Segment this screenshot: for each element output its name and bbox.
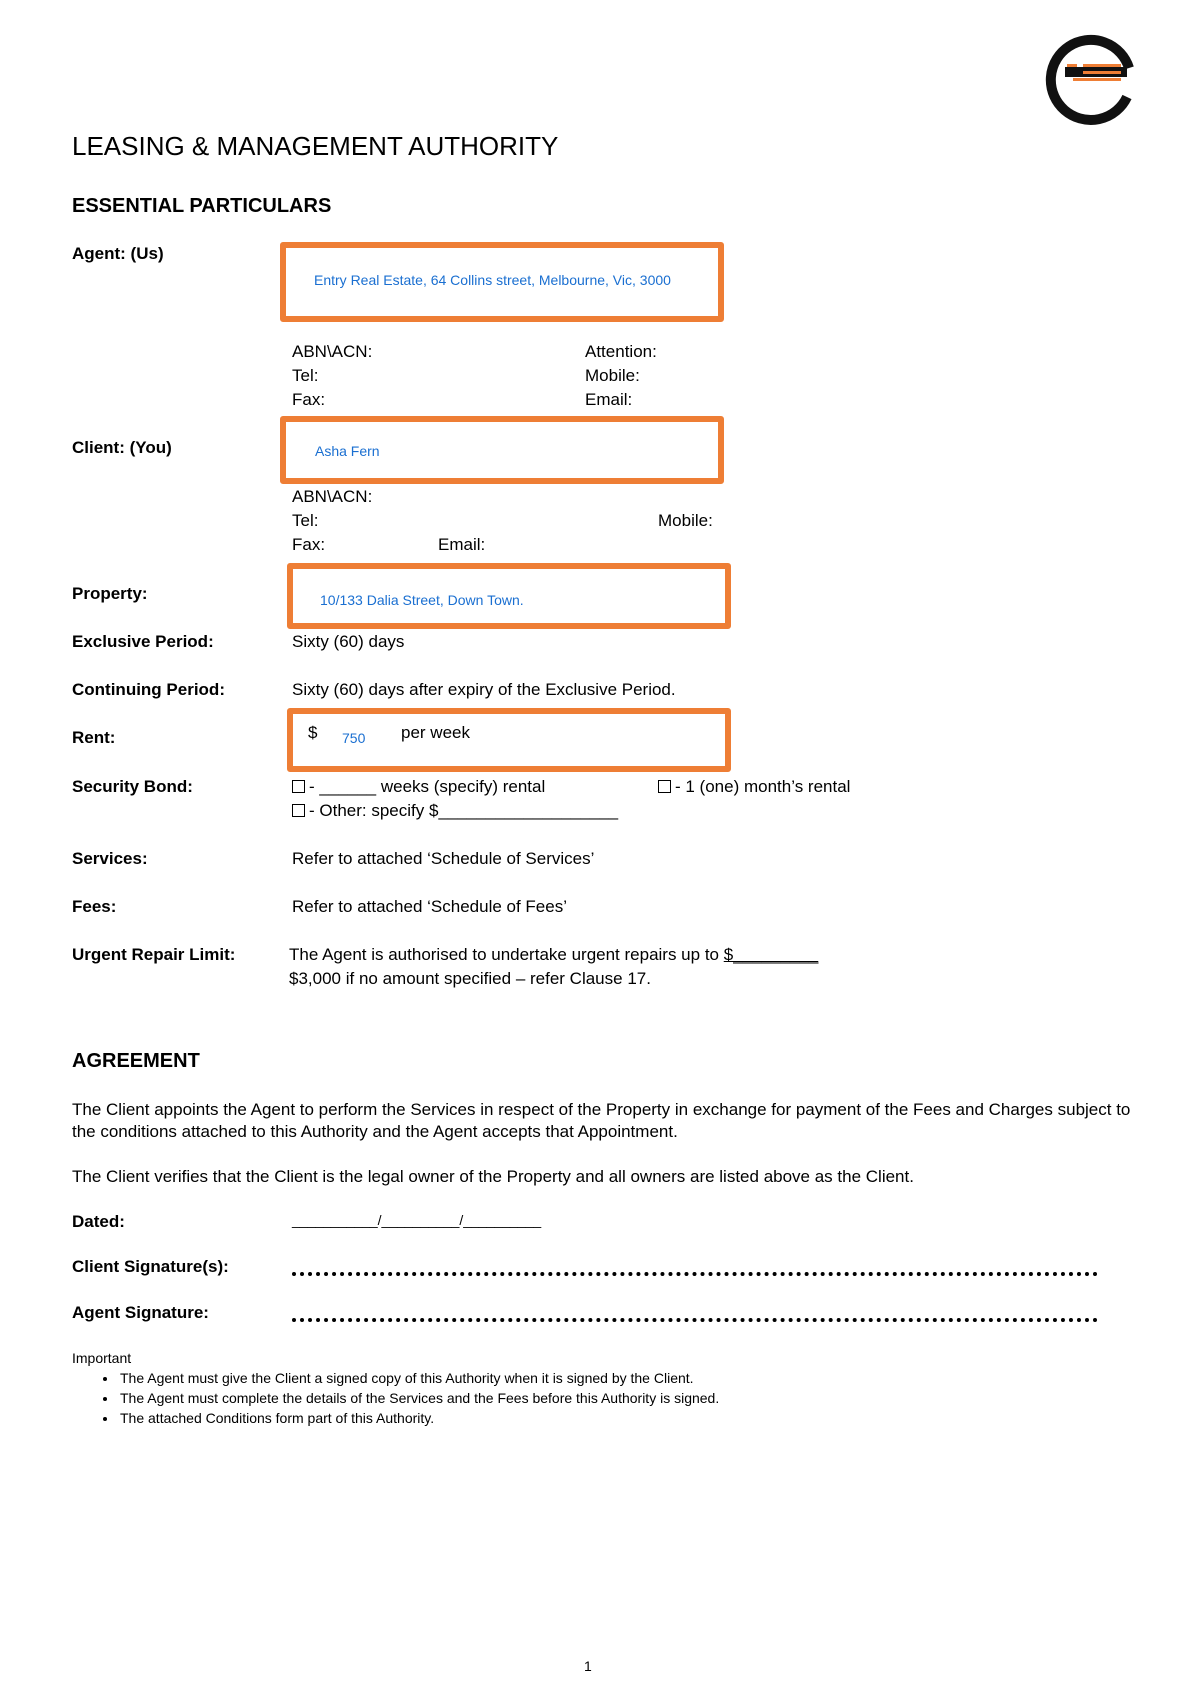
continuing-label: Continuing Period: (72, 680, 225, 699)
page-title: LEASING & MANAGEMENT AUTHORITY (72, 131, 559, 161)
repair-label: Urgent Repair Limit: (72, 945, 236, 964)
checkbox-icon[interactable] (292, 780, 305, 793)
agent-value[interactable]: Entry Real Estate, 64 Collins street, Melbourne, Vic, 3000 (314, 272, 671, 288)
list-item: • The attached Conditions form part of this Authority. (118, 1408, 719, 1428)
repair-line1 (289, 945, 818, 965)
repair-amount-blank[interactable]: $_________ (723, 945, 819, 964)
bond-option-other[interactable] (292, 801, 618, 821)
exclusive-label: Exclusive Period: (72, 632, 214, 651)
agent-abn-label: ABN\ACN: (292, 342, 373, 361)
rent-suffix: per week (401, 723, 470, 742)
bond-option-month[interactable] (658, 777, 850, 797)
agreement-paragraph-1: The Client appoints the Agent to perform the Services in respect of the Property in exchange for payment of the Fees and Charges subject to the conditions attached to this Authority and the Agent accepts that Appointment. (72, 1100, 1131, 1141)
fees-label: Fees: (72, 897, 117, 916)
bond-option-other-text: - Other: specify (309, 801, 429, 820)
client-email-label: Email: (438, 535, 486, 554)
agent-fax-label: Fax: (292, 390, 326, 409)
client-mobile-label: Mobile: (658, 511, 713, 530)
essential-heading: ESSENTIAL PARTICULARS (72, 195, 332, 217)
client-tel-label: Tel: (292, 511, 319, 530)
dated-label: Dated: (72, 1212, 125, 1231)
dated-field[interactable]: ___________/__________/__________ (292, 1212, 542, 1228)
fees-value: Refer to attached ‘Schedule of Fees’ (292, 897, 567, 916)
list-item: • The Agent must complete the details of the Services and the Fees before this Authority is signed. (118, 1388, 719, 1408)
bond-label: Security Bond: (72, 777, 193, 796)
page-number: 1 (584, 1658, 592, 1674)
important-list (98, 1368, 719, 1428)
services-value: Refer to attached ‘Schedule of Services’ (292, 849, 595, 868)
exclusive-value: Sixty (60) days (292, 632, 405, 651)
checkbox-icon[interactable] (292, 804, 305, 817)
agent-tel-label: Tel: (292, 366, 319, 385)
entry-logo-icon (1043, 30, 1139, 126)
repair-line1-text: The Agent is authorised to undertake urgent repairs up to (289, 945, 724, 964)
client-label: Client: (You) (72, 438, 172, 457)
bond-option-month-text: - 1 (one) month’s rental (675, 777, 851, 796)
checkbox-icon[interactable] (658, 780, 671, 793)
rent-value[interactable]: 750 (342, 730, 366, 746)
bond-option-weeks[interactable] (292, 777, 545, 797)
rent-currency: $ (308, 723, 318, 742)
list-item: • The Agent must give the Client a signed copy of this Authority when it is signed by the Client. (118, 1368, 719, 1388)
bond-option-weeks-text: - ______ weeks (specify) rental (309, 777, 546, 796)
agent-signature-line[interactable] (292, 1318, 1098, 1322)
client-abn-label: ABN\ACN: (292, 487, 373, 506)
client-signature-line[interactable] (292, 1272, 1098, 1276)
client-signature-label: Client Signature(s): (72, 1257, 229, 1276)
property-label: Property: (72, 584, 148, 603)
property-value[interactable]: 10/133 Dalia Street, Down Town. (320, 592, 524, 608)
rent-label: Rent: (72, 728, 116, 747)
agent-mobile-label: Mobile: (585, 366, 640, 385)
client-fax-label: Fax: (292, 535, 326, 554)
bond-other-amount-blank[interactable]: $___________________ (428, 801, 619, 820)
agent-email-label: Email: (585, 390, 633, 409)
agent-signature-label: Agent Signature: (72, 1303, 209, 1322)
important-heading: Important (72, 1350, 132, 1366)
agent-attention-label: Attention: (585, 342, 657, 361)
agreement-paragraph-2: The Client verifies that the Client is the legal owner of the Property and all owners are listed above as the Client. (72, 1167, 914, 1186)
agreement-heading: AGREEMENT (72, 1050, 200, 1072)
repair-line2: $3,000 if no amount specified – refer Clause 17. (289, 969, 651, 988)
agent-label: Agent: (Us) (72, 244, 164, 263)
client-value[interactable]: Asha Fern (315, 443, 380, 459)
continuing-value: Sixty (60) days after expiry of the Exclusive Period. (292, 680, 676, 699)
services-label: Services: (72, 849, 148, 868)
